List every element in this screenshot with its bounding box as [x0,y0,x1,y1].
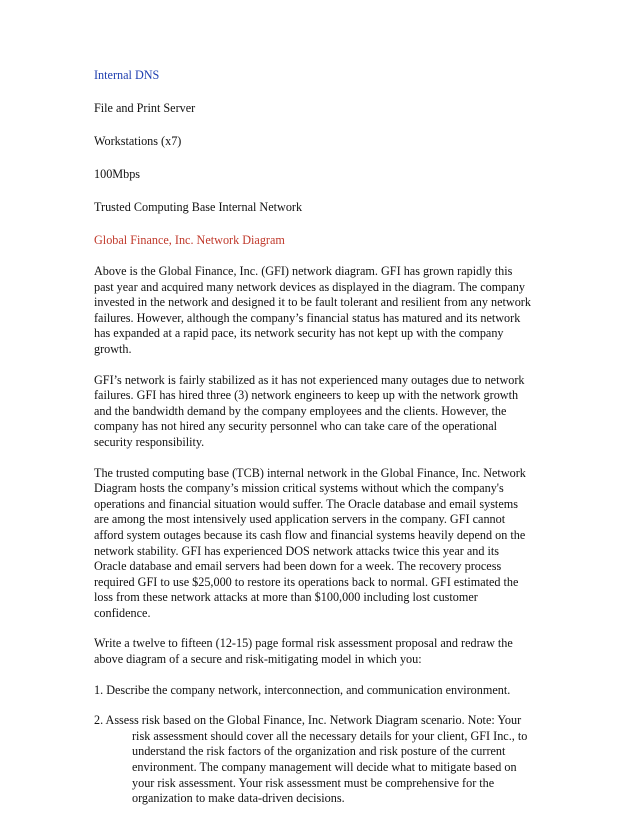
paragraph-line: Diagram hosts the company’s mission critical systems without which the company's [94,481,504,496]
list-item [94,683,554,699]
paragraph-line: above diagram of a secure and risk-mitigating model in which you: [94,652,422,667]
paragraph-line: confidence. [94,605,151,620]
list-item-line: 1. Describe the company network, interconnection, and communication environment. [94,682,511,697]
diagram-title: Global Finance, Inc. Network Diagram [94,233,285,247]
paragraph-line: operations and financial situation would suffer. The Oracle database and email systems [94,496,518,511]
list-item-line: your risk assessment. Your risk assessment must be comprehensive for the [132,775,495,790]
paragraph-line: failures. However, although the company’s financial status has matured and its network [94,310,521,325]
paragraph-line: past year and acquired many network devices as displayed in the diagram. The company [94,279,525,294]
intro-paragraph [94,264,554,358]
paragraph-line: and the bandwidth demand by the company employees and the clients. However, the [94,403,507,418]
paragraph-line: network stability. GFI has experienced DOS network attacks twice this year and its [94,543,500,558]
tcb-paragraph [94,466,554,622]
paragraph-line: Write a twelve to fifteen (12-15) page formal risk assessment proposal and redraw the [94,636,513,651]
paragraph-line: growth. [94,341,132,356]
paragraph-line: required GFI to use $25,000 to restore its operations back to normal. GFI estimated the [94,574,519,589]
paragraph-line: afford system outages because its cash flow and financial systems heavily depend on the [94,527,526,542]
assignment-paragraph [94,636,554,667]
network-stability-paragraph [94,373,554,451]
paragraph-line: loss from these network attacks at more than $100,000 including lost customer [94,590,478,605]
paragraph-line: are among the most intensively used application servers in the company. GFI cannot [94,512,506,527]
internal-dns-label: Internal DNS [94,68,160,82]
list-item-line: 2. Assess risk based on the Global Finance, Inc. Network Diagram scenario. Note: Your [94,713,522,728]
list-item-line: organization to make data-driven decisions. [132,791,345,806]
paragraph-line: has expanded at a rapid pace, its network security has not kept up with the company [94,326,504,341]
paragraph-line: invested in the network and designed it to be fault tolerant and resilient from any network [94,295,531,310]
paragraph-line: Above is the Global Finance, Inc. (GFI) network diagram. GFI has grown rapidly this [94,264,513,278]
file-print-server-label: File and Print Server [94,101,196,115]
workstations-label: Workstations (x7) [94,134,182,148]
list-item [94,713,554,807]
paragraph-line: security responsibility. [94,434,205,449]
paragraph-line: failures. GFI has hired three (3) network engineers to keep up with the network growth [94,388,519,403]
tcb-network-label: Trusted Computing Base Internal Network [94,200,303,214]
paragraph-line: GFI’s network is fairly stabilized as it has not experienced many outages due to network [94,372,525,387]
list-item-line: risk assessment should cover all the necessary details for your client, GFI Inc., to [132,728,528,743]
paragraph-line: Oracle database and email servers had been down for a week. The recovery process [94,559,502,574]
bandwidth-label: 100Mbps [94,167,141,181]
paragraph-line: company has not hired any security personnel who can take care of the operational [94,419,498,434]
list-item-line: understand the risk factors of the organization and risk posture of the current [132,744,506,759]
list-item-line: environment. The company management will decide what to mitigate based on [132,760,517,775]
paragraph-line: The trusted computing base (TCB) internal network in the Global Finance, Inc. Network [94,465,526,480]
document-page [94,68,554,822]
